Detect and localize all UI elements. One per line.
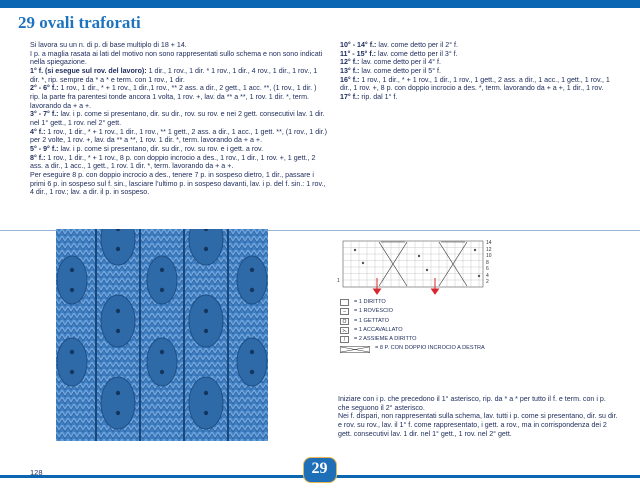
row-label: 11° - 15° f.: bbox=[340, 49, 377, 58]
instruction-text: I p. a maglia rasata ai lati del motivo non sono rappresentati sullo schema e non sono indicati nella spiegazione. bbox=[30, 49, 323, 67]
legend-symbol-icon: – bbox=[340, 308, 349, 315]
row-label: 4° f.: bbox=[30, 127, 46, 136]
row-number: 14 bbox=[486, 240, 492, 246]
instruction-text: lav. i p. come si presentano, dir. su dir., rov. su rov. e i gett. a rov. bbox=[58, 144, 264, 153]
notes-paragraph: Iniziare con i p. che precedono il 1° asterisco, rip. da * a * per tutto il f. e term. con i p. che seguono il 2° asterisco. bbox=[338, 395, 606, 412]
row-label: 10° - 14° f.: bbox=[340, 41, 377, 49]
legend-item bbox=[340, 307, 540, 316]
row-number: 2 bbox=[486, 279, 489, 285]
page-number: 128 bbox=[30, 468, 43, 477]
pattern-number: 29 bbox=[311, 460, 328, 477]
instruction-paragraph bbox=[340, 50, 620, 59]
instruction-text: 1 rov., 1 dir., * + 1 rov., 1 dir., 1 rov., ** 1 gett., 2 ass. a dir., 1 acc., 1 gett. **, (1 rov., 1 dir.) per 2 volte, 1 rov. +, lav. da ** a **, 1 rov. 1 dir. *, term. lavorando da + a +. bbox=[30, 127, 328, 145]
row-number: 4 bbox=[486, 272, 489, 279]
instructions-left-column bbox=[30, 41, 328, 197]
row-label: 17° f.: bbox=[340, 92, 360, 101]
instruction-text: 1 rov., 1 dir., * + 1 rov., 8 p. con doppio incrocio a des., 1 rov., 1 dir., 1 rov. +, 1 gett., 2 ass. a dir., 1 acc., 1 gett., 1 rov. 1 dir. *, term. lavorando da + a +. bbox=[30, 153, 316, 171]
instruction-text: 1 rov., 1 dir., * + 1 rov., 1 dir.,1 rov., ** 2 ass. a dir., 2 gett., 1 acc. **, (1 rov., 1 dir. ) rip. la parte fra parentesi tonde ancora 1 volta, 1 rov. +, lav. da ** a **, 1 rov. 1 dir. *, term. lavorando da + a +. bbox=[30, 84, 317, 110]
legend-item bbox=[340, 326, 540, 335]
row-number: 12 bbox=[486, 246, 492, 253]
instruction-text: lav. come detto per il 5° f. bbox=[359, 66, 441, 75]
instruction-paragraph bbox=[340, 67, 620, 76]
row-label: 3° - 7° f.: bbox=[30, 110, 59, 119]
instruction-paragraph bbox=[30, 41, 328, 50]
instruction-paragraph bbox=[340, 93, 620, 102]
instruction-paragraph bbox=[30, 154, 328, 171]
instruction-text: lav. i p. come si presentano, dir. su dir., rov. su rov. e nei 2 gett. consecutivi lav. 1 dir. nel 1° gett., 1 rov. nel 2° gett. bbox=[30, 110, 325, 127]
instruction-paragraph bbox=[340, 41, 620, 50]
knitted-swatch-photo bbox=[56, 229, 268, 441]
legend-text: = 1 ACCAVALLATO bbox=[354, 326, 403, 333]
instruction-paragraph bbox=[30, 128, 328, 145]
row-label: 1° f. (si esegue sul rov. del lavoro): bbox=[30, 66, 147, 75]
instruction-paragraph bbox=[30, 84, 328, 110]
instruction-text: lav. come detto per il 2° f. bbox=[376, 41, 458, 49]
legend-symbol-icon bbox=[340, 346, 370, 353]
legend-text: = 8 P. CON DOPPIO INCROCIO A DESTRA bbox=[375, 345, 485, 352]
repeat-arrows bbox=[335, 278, 500, 300]
legend-symbol-icon: / bbox=[340, 336, 349, 343]
instruction-text: lav. come detto per il 3° f. bbox=[376, 49, 458, 58]
row-number: 6 bbox=[486, 266, 489, 272]
row-label: 5° - 9° f.: bbox=[30, 144, 59, 153]
row-label: 12° f.: bbox=[340, 58, 360, 67]
legend-symbol-icon bbox=[340, 299, 349, 306]
row-label: 16° f.: bbox=[340, 75, 360, 84]
instruction-paragraph bbox=[30, 145, 328, 154]
legend-symbol-icon: ⋋ bbox=[342, 328, 347, 335]
row-label: 2° - 6° f.: bbox=[30, 84, 59, 93]
instruction-paragraph bbox=[30, 110, 328, 127]
instruction-paragraph bbox=[30, 171, 328, 197]
instruction-text: lav. come detto per il 4° f. bbox=[359, 58, 441, 67]
legend-item bbox=[340, 335, 540, 344]
chart-legend bbox=[340, 298, 540, 354]
instruction-text: Si lavora su un n. di p. di base multiplo di 18 + 14. bbox=[30, 41, 187, 49]
instruction-paragraph bbox=[340, 58, 620, 67]
row-label: 8° f.: bbox=[30, 153, 46, 162]
legend-item bbox=[340, 298, 540, 307]
instruction-paragraph bbox=[30, 67, 328, 84]
top-color-bar bbox=[0, 0, 640, 8]
row-number: 10 bbox=[486, 253, 492, 259]
instruction-text: Per eseguire 8 p. con doppio incrocio a des., tenere 7 p. in sospeso dietro, 1 dir., passare i primi 6 p. in sospeso sul f. sin., lasciare l’ultimo p. in sospeso davanti, lav. i p. del f. sin.: 1 rov., 4 dir., 1 rov.; lav. a dir. il p. in sospeso. bbox=[30, 170, 326, 197]
pattern-number-badge bbox=[303, 457, 337, 483]
instruction-paragraph bbox=[340, 76, 620, 93]
instruction-paragraph bbox=[30, 50, 328, 67]
instructions-right-column bbox=[340, 41, 620, 102]
legend-text: = 2 ASSIEME A DIRITTO bbox=[354, 336, 417, 343]
legend-text: = 1 DIRITTO bbox=[354, 299, 386, 305]
legend-item bbox=[340, 344, 540, 353]
row-label: 13° f.: bbox=[340, 66, 360, 75]
legend-item bbox=[340, 317, 540, 326]
instruction-text: 1 dir., 1 rov., 1 dir. * 1 rov., 1 dir., 4 rov., 1 dir., 1 rov., 1 dir. *, rip. sempre da * a * e term. con 1 rov., 1 dir. bbox=[30, 66, 318, 84]
instruction-text: rip. dal 1° f. bbox=[359, 92, 398, 101]
legend-text: = 1 GETTATO bbox=[354, 317, 389, 324]
instruction-text: 1 rov., 1 dir., * + 1 rov., 1 dir., 1 rov., 1 gett., 2 ass. a dir., 1 acc., 1 gett., 1 rov., 1 dir., 1 rov. +, 8 p. con doppio incrocio a des. *, term. lavorando da + a +, 1 dir., 1 rov. bbox=[340, 75, 610, 93]
notes-paragraph: Nei f. dispari, non rappresentati sulla schema, lav. tutti i p. come si presentano, dir. su dir. e rov. su rov., lav. il 1° f. come rappresentato, i gett. a rov., ma in corrispondenza dei 2 gett. consecutivi lav. 1 dir. nel 1° gett., 1 rov. nel 2° gett. bbox=[338, 412, 618, 438]
notes-text bbox=[338, 395, 618, 438]
row-number: 8 bbox=[486, 259, 489, 266]
page-title: 29 ovali traforati bbox=[18, 13, 141, 32]
chart-start-label: 1 bbox=[337, 278, 340, 284]
legend-text: = 1 ROVESCIO bbox=[354, 308, 394, 315]
legend-symbol-icon: O bbox=[340, 318, 349, 325]
